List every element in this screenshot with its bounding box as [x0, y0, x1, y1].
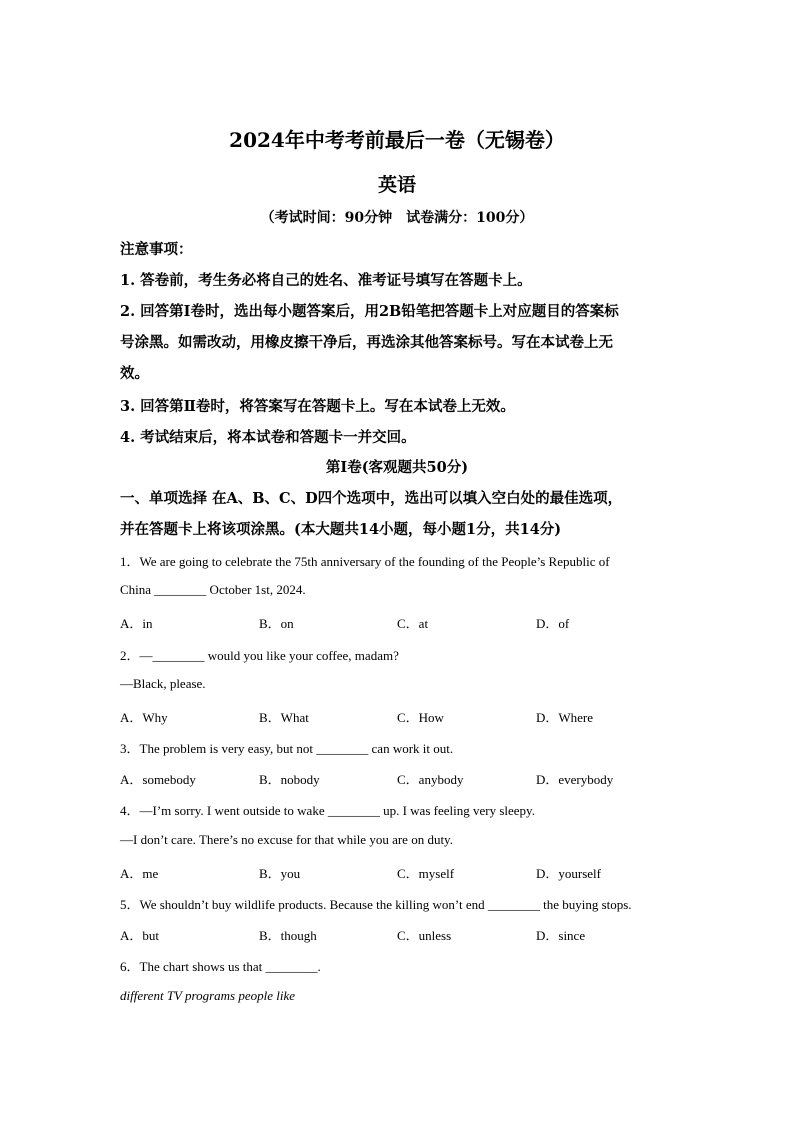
option-c: C．unless	[397, 928, 452, 943]
exam-title: 2024年中考考前最后一卷（无锡卷）	[229, 128, 565, 152]
question-stem: —I don’t care. There’s no excuse for that while you are on duty.	[120, 832, 453, 847]
subject-title: 英语	[377, 174, 416, 196]
option-d: D．Where	[536, 710, 594, 725]
part-instructions: 并在答题卡上将该项涂黑。(本大题共14小题，每小题1分，共14分)	[120, 521, 562, 538]
question-stem: 6．The chart shows us that ________.	[120, 959, 321, 974]
notice-item: 号涂黑。如需改动，用橡皮擦干净后，再选涂其他答案标号。写在本试卷上无	[120, 334, 613, 351]
notice-item: 3. 回答第Ⅱ卷时，将答案写在答题卡上。写在本试卷上无效。	[120, 398, 515, 415]
exam-info: （考试时间：90分钟 试卷满分：100分）	[260, 210, 534, 226]
notice-heading: 注意事项：	[120, 241, 193, 258]
option-a: A．but	[120, 928, 160, 943]
option-d: D．since	[536, 928, 586, 943]
option-d: D．yourself	[536, 866, 601, 881]
notice-item: 2. 回答第Ⅰ卷时，选出每小题答案后，用2B铅笔把答题卡上对应题目的答案标	[120, 303, 619, 320]
option-a: A．in	[120, 616, 153, 631]
option-c: C．How	[397, 710, 444, 725]
question-stem: 2．—________ would you like your coffee, madam?	[120, 648, 399, 663]
question-stem: 3．The problem is very easy, but not ________ can work it out.	[120, 741, 454, 756]
option-c: C．anybody	[397, 772, 464, 787]
notice-item: 1. 答卷前，考生务必将自己的姓名、准考证号填写在答题卡上。	[120, 272, 532, 289]
option-a: A．me	[120, 866, 159, 881]
question-stem: 5．We shouldn’t buy wildlife products. Because the killing won’t end ________ the buying stops.	[120, 897, 632, 912]
option-b: B．nobody	[259, 772, 320, 787]
part-instructions: 一、单项选择 在A、B、C、D四个选项中，选出可以填入空白处的最佳选项，	[120, 490, 623, 507]
option-c: C．at	[397, 616, 429, 631]
chart-caption: different TV programs people like	[120, 988, 295, 1003]
question-stem: 1．We are going to celebrate the 75th anniversary of the founding of the People’s Republic of	[120, 554, 610, 569]
option-b: B．What	[259, 710, 309, 725]
question-stem: 4．—I’m sorry. I went outside to wake ________ up. I was feeling very sleepy.	[120, 803, 535, 818]
question-stem: China ________ October 1st, 2024.	[120, 582, 306, 597]
option-a: A．somebody	[120, 772, 196, 787]
option-d: D．everybody	[536, 772, 614, 787]
option-b: B．on	[259, 616, 294, 631]
option-b: B．you	[259, 866, 301, 881]
option-a: A．Why	[120, 710, 168, 725]
question-stem: —Black, please.	[120, 676, 206, 691]
option-c: C．myself	[397, 866, 455, 881]
section-title: 第Ⅰ卷(客观题共50分)	[325, 459, 469, 476]
notice-item: 效。	[120, 365, 149, 382]
option-b: B．though	[259, 928, 317, 943]
notice-item: 4. 考试结束后，将本试卷和答题卡一并交回。	[120, 429, 416, 446]
option-d: D．of	[536, 616, 570, 631]
